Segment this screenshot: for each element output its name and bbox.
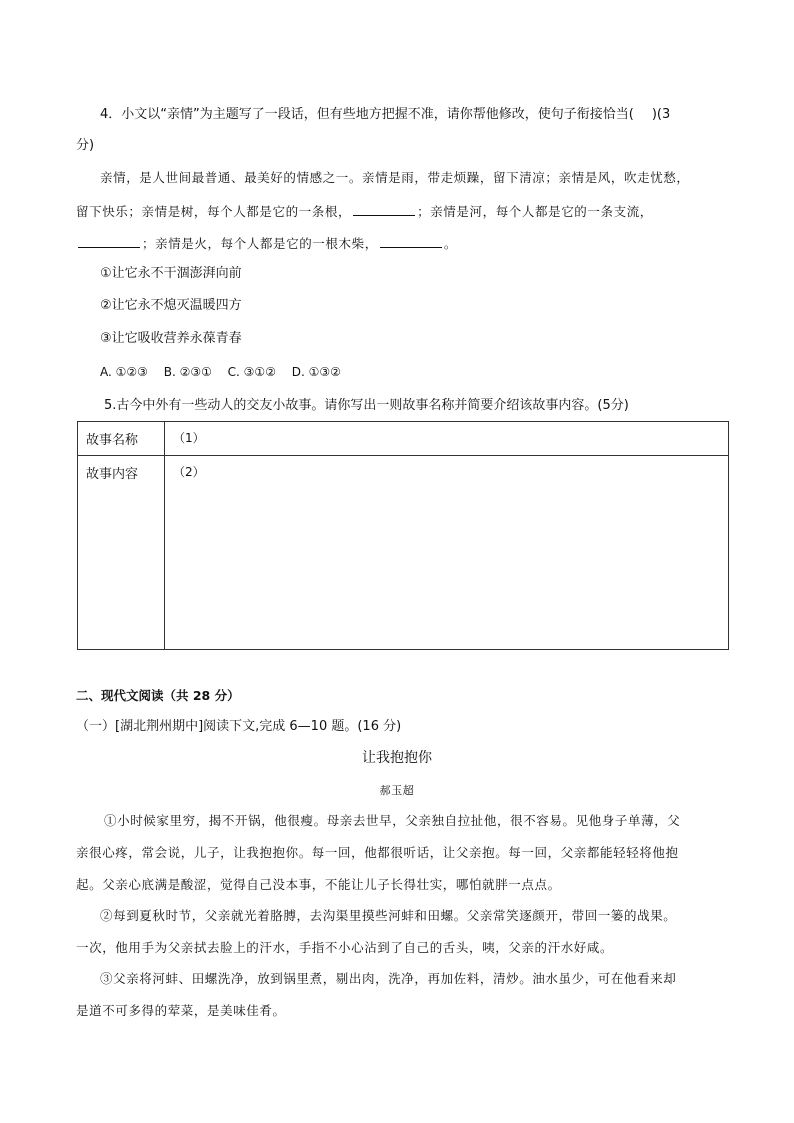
story-table	[77, 421, 729, 650]
q4-score: )(3	[651, 107, 671, 122]
q4-passage-l2a: 留下快乐；亲情是树，每个人都是它的一条根，	[76, 204, 352, 219]
q4-option-1: ①让它永不干涸澎湃向前	[100, 266, 242, 281]
story-content-row	[78, 456, 729, 650]
q4-passage-l3a: ；亲情是火，每个人都是它的一根木柴，	[142, 236, 378, 251]
paragraph-3-line1: ③父亲将河蚌、田螺洗净，放到锅里煮，剔出肉，洗净，再加佐料，清炒。油水虽少，可在他看来却	[100, 971, 677, 986]
story-name-label: 故事名称	[78, 422, 165, 456]
article-author: 郝玉超	[379, 784, 415, 797]
story-name-cell[interactable]: （1）	[165, 422, 729, 456]
story-content-cell[interactable]: （2）	[165, 456, 729, 650]
blank-2[interactable]	[78, 235, 140, 248]
q4-stem-text: 4．小文以“亲情”为主题写了一段话，但有些地方把握不准，请你帮他修改，使句子衔接恰当(	[100, 107, 634, 122]
q4-passage-line2	[76, 203, 653, 220]
paragraph-2-line2: 一次，他用手为父亲拭去脸上的汗水，手指不小心沾到了自己的舌头，咦，父亲的汗水好咸。	[76, 940, 614, 955]
story-name-row	[78, 422, 729, 456]
paragraph-1-line2: 亲很心疼，常会说，儿子，让我抱抱你。每一回，他都很听话，让父亲抱。每一回，父亲都能轻轻将他抱	[76, 845, 679, 860]
q4-option-3: ③让它吸收营养永葆青春	[100, 331, 242, 346]
q4-choices: A. ①②③ B. ②③① C. ③①② D. ①③②	[100, 365, 341, 379]
section-subheading: （一）[湖北荆州期中]阅读下文,完成 6—10 题。(16 分)	[76, 719, 402, 734]
paragraph-1-line1: ①小时候家里穷，揭不开锅，他很瘦。母亲去世早，父亲独自拉扯他，很不容易。见他身子单薄，父	[104, 813, 681, 828]
blank-1[interactable]	[353, 203, 415, 216]
q4-passage-line1: 亲情，是人世间最普通、最美好的情感之一。亲情是雨，带走烦躁，留下清凉；亲情是风，吹走忧愁，	[100, 170, 690, 185]
q4-passage-l2b: ；亲情是河，每个人都是它的一条支流，	[417, 204, 653, 219]
section-heading: 二、现代文阅读（共 28 分）	[76, 688, 240, 703]
paragraph-2-line1: ②每到夏秋时节，父亲就光着胳膊，去沟渠里摸些河蚌和田螺。父亲常笑逐颜开，带回一篓的战果。	[100, 908, 677, 923]
q4-passage-l3b: 。	[443, 236, 457, 251]
article-title: 让我抱抱你	[362, 750, 432, 766]
paragraph-1-line3: 起。父亲心底满是酸涩，觉得自己没本事，不能让儿子长得壮实，哪怕就胖一点点。	[76, 877, 561, 892]
q4-stem-line2: 分)	[76, 138, 95, 153]
story-content-label: 故事内容	[78, 456, 165, 650]
q4-passage-line3	[76, 235, 457, 252]
paragraph-3-line2: 是道不可多得的荤菜，是美味佳肴。	[76, 1003, 286, 1018]
q5-stem: 5.古今中外有一些动人的交友小故事。请你写出一则故事名称并简要介绍该故事内容。(5分)	[104, 398, 629, 413]
q4-stem-line1	[100, 107, 670, 123]
q4-option-2: ②让它永不熄灭温暖四方	[100, 298, 242, 313]
blank-3[interactable]	[380, 235, 442, 248]
